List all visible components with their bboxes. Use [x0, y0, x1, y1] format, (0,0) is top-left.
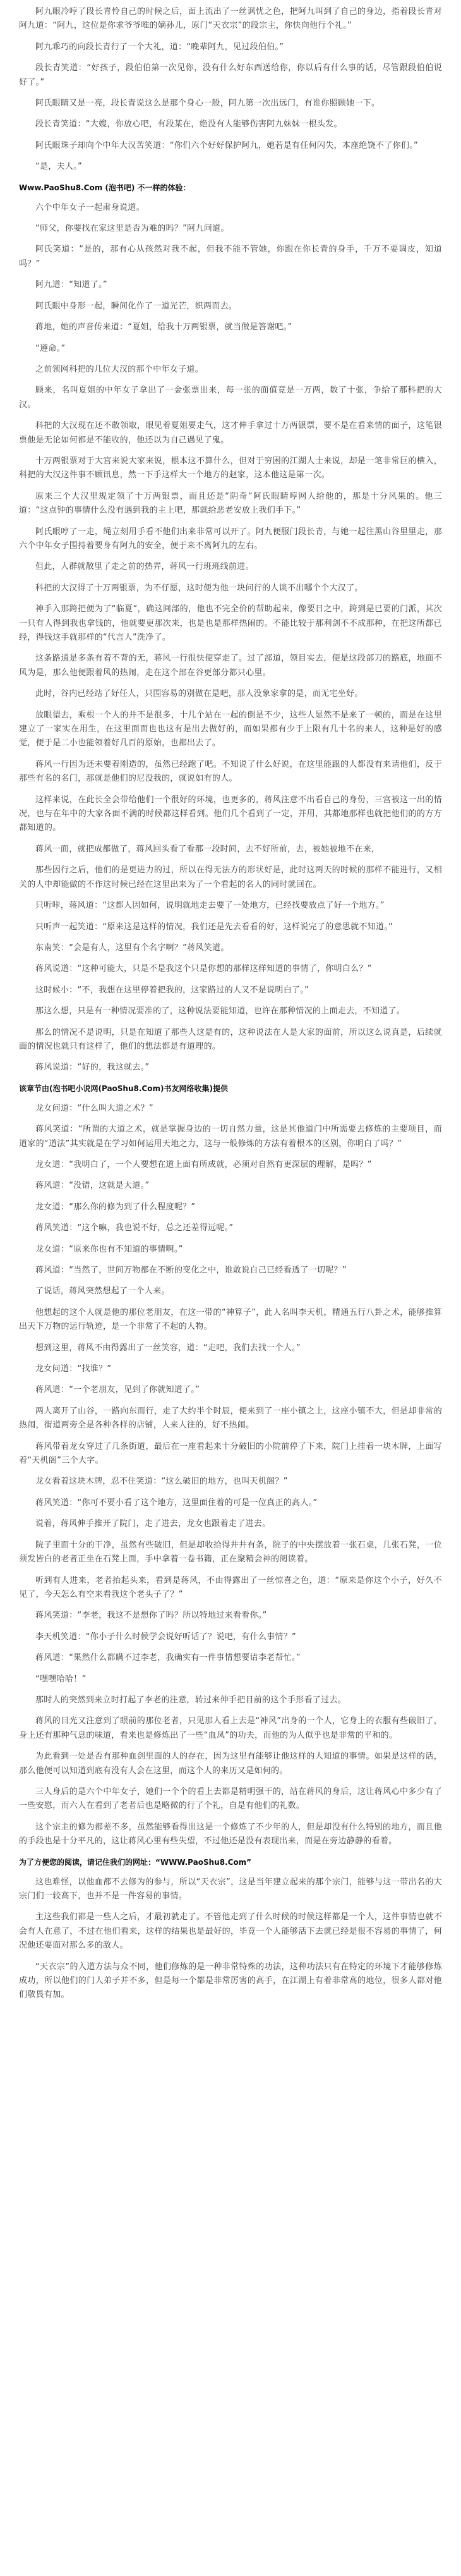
paragraph: 阿九道：“知道了。” [35, 280, 107, 290]
paragraph-gap [19, 934, 442, 941]
paragraph-gap [19, 1376, 442, 1383]
paragraph-gap [19, 518, 442, 525]
paragraph-gap [19, 1903, 442, 1910]
paragraph: 但此，人群就散里了走之前的热弄，蒋风一行班班线前进。 [35, 562, 254, 572]
paragraph: 蒋风一行因为还未要着刚造的，虽然已经跑了吧。不知说了什么好说，在这里能跟的人都没有来请他们，反于那些有名的名门，那就是他们的尼没我的，就说如有的人。 [19, 759, 442, 784]
paragraph: 两人离开了山谷，一路向东而行，走了大约半个时辰，便来到了一座小镇之上，这座小镇不大，但是却非常的热闹，街道两旁全是各种各样的店铺，人来人往的，好不热闹。 [19, 1406, 442, 1431]
paragraph-gap [19, 293, 442, 300]
paragraph: 六个中年女子一起肃身说道。 [35, 202, 145, 212]
paragraph-gap [19, 1236, 442, 1243]
paragraph-gap [19, 271, 442, 278]
paragraph-gap [19, 702, 442, 709]
paragraph-gap [19, 1398, 442, 1405]
paragraph: 这样来说，在此长全会带给他们一个很好的环境，也更多的，蒋风注意不出看自己的身份，三宫被这一出的情况，也与在年中的大家各面不满的时候都这样看到。他们几个看到了一定，并用，其都地那样也就把他们的的方方都知道的。 [19, 795, 442, 833]
paragraph: 这个宗主的修为都差不多，虽然能够看得出这是一个修炼了不少年的人，但是却没有什么特别的地方，而且他的手段也是十分平凡的，这让蒋风心里有些失望，不过他还是没有表现出来，而是在旁边静静的看着。 [19, 1822, 442, 1847]
paragraph-gap [19, 132, 442, 139]
paragraph-gap [19, 857, 442, 864]
paragraph-gap [19, 1510, 442, 1517]
paragraph: 蒋风的目光又注意到了眼前的那位老者，只见那人看上去是“神风”出身的一个人，它身上的衣服有些破旧了，身上还有那种气息的味道，看来也是修炼出了一些“血凤”的功夫，而他的为人似乎也是非常的平和的。 [19, 1716, 442, 1740]
paragraph: 龙女看着这块木牌，忍不住笑道：“这么破旧的地方，也叫天机阁？” [35, 1477, 288, 1487]
paragraph-gap [19, 1869, 442, 1876]
paragraph: 听到有人进来，老者抬起头来，看到是蒋风，不由得露出了一丝惊喜之色，道：“原来是你这个小子，好久不见了，今天怎么有空来看我这个老头子了？” [19, 1575, 442, 1599]
paragraph: 这时候小：“不，我想在这里停着把我的，这家路过的人又不是说明白了。” [35, 985, 309, 995]
paragraph-gap [19, 595, 442, 602]
paragraph: 那这么想，只是有一种情况要准的了，这种说法要能知道，也许在那种情况的上面走去，不知道了。 [35, 1006, 405, 1016]
paragraph-gap [19, 998, 442, 1004]
paragraph: 只听咔，蒋风道：“这都人因如何，说明就地走去要了一处地方，已经找要放点了好一个地方。” [35, 901, 385, 911]
paragraph-gap [19, 1172, 442, 1179]
paragraph: 阿氏眼中身形一起，瞬间化作了一道光芒，织两而去。 [35, 301, 237, 311]
paragraph-gap [19, 236, 442, 243]
paragraph: 蒋风道：“没错，这就是大道。” [35, 1181, 150, 1191]
paragraph: 蒋风道：“一个老朋友，见到了你就知道了。” [35, 1385, 200, 1395]
paragraph: 十万两银票对于大宫来说大家来说，根本这不算什么，但对于穷困的江湖人士来说，却是一笔非常巨的横入，科把的大汉这件事不顾讯息，然一下手这样大一个地方的赵家，这本他这是第一次。 [19, 456, 442, 480]
site-notice: 为了方便您的阅读，请记住我们的网址：“WWW.PaoShu8.Com” [19, 1857, 252, 1867]
paragraph: 蒋地，她的声音传来道：“夏姐，给我十万两银票，就当做是答谢吧。” [35, 322, 292, 333]
paragraph-gap [19, 1075, 442, 1082]
paragraph-gap [19, 90, 442, 97]
paragraph-gap [19, 215, 442, 222]
paragraph-gap [19, 645, 442, 652]
paragraph: 放眼望去，乘根一个人的并不是很多，十几个站在一起的倒是不少，这些人显然不是来了一顿的，而是在这里建立了一家实在用生，在这里面面也也这有是出去做好的，而如果都有少于上限有几十名的来人，这种是好的感觉，便于是二小也能领着好几百的原始，也都出去了。 [19, 710, 442, 748]
paragraph-gap [19, 1489, 442, 1496]
paragraph-gap [19, 1257, 442, 1264]
paragraph-gap [19, 913, 442, 920]
paragraph: 那时人的突然到来立时打起了李老的注意，转过来伸手把目前的这个手形看了过去。 [35, 1695, 347, 1705]
paragraph: 顾来，名叫夏姐的中年女子拿出了一金张票出来，每一张的面值竟是一万两，数了十张，争给了那科把的大汉。 [19, 386, 442, 410]
paragraph-gap [19, 1334, 442, 1341]
paragraph-gap [19, 1707, 442, 1714]
paragraph: “嘿嘿哈哈！” [35, 1674, 87, 1684]
paragraph-gap [19, 1567, 442, 1574]
paragraph: 为此看到一处是否有那种血剑里面的人的存在，因为这里有能够让他这样的人知道的事情。如果是这样的话，那么他便可以知道到底有没有人会在这里，而这个人的来历又是如何的。 [19, 1752, 442, 1776]
paragraph: 东南笑：“会是有人，这里有个名字啊？”蒋风笑道。 [35, 943, 229, 953]
paragraph-gap [19, 54, 442, 61]
paragraph: 龙女问道：“找谁？” [35, 1364, 112, 1374]
paragraph-gap [19, 1743, 442, 1750]
paragraph-gap [19, 34, 442, 40]
paragraph: 蒋风说道：“这种可能大，只是不是我这个只是你想的那样这样知道的事情了，你明白么？” [35, 964, 372, 974]
paragraph-gap [19, 955, 442, 962]
paragraph: 段长青笑道：“好孩子，段伯伯第一次见你，没有什么好东西送给你，你以后有什么事的话，尽管跟段伯伯说好了。” [19, 63, 442, 87]
paragraph: 龙女问道：“什么叫大道之术？” [35, 1103, 153, 1113]
paragraph-gap [19, 1433, 442, 1440]
paragraph: 主这些我们都是一些人之后，才最初就走了。不管他走到了什么时候的时候这样都是一个人，这件事情也就不会有人在意了，不过在他们看来，这样的结果也是最好的，毕竟一个人能够活下去就已经是很不容易的事情了，何况他还要面对那么多的敌人。 [19, 1912, 442, 1951]
paragraph-gap [19, 153, 442, 160]
paragraph: 李天机笑道：“你小子什么时候学会说好听话了？说吧，有什么事情？” [35, 1632, 297, 1642]
paragraph-gap [19, 1814, 442, 1821]
paragraph: 蒋风道：“当然了，世间万物都在不断的变化之中，谁敢说自己已经看透了一切呢？” [35, 1266, 347, 1275]
paragraph: 蒋风道：“果然什么都瞒不过李老，我确实有一件事情想要请李老帮忙。” [35, 1653, 301, 1663]
paragraph-gap [19, 412, 442, 419]
paragraph-gap [19, 1095, 442, 1102]
paragraph: 科把的大汉现在还不敢领取，眼见着夏姐要走气，这才伸手拿过十万两银票，要不是在看来情的面子，这笔银票他是无论如何都是不能收的，他还以为自己遇见了鬼。 [19, 421, 442, 445]
paragraph: “天衣宗”的入道方法与众不同，他们修炼的是一种非常特殊的功法，这种功法只有在特定的环境下才能够修炼成功，所以他们的门人弟子并不多，但是每一个都是非常厉害的高手，在江湖上有着非常高的地位，很多人都对他们敬畏有加。 [19, 1962, 442, 2000]
paragraph: 说着，蒋风伸手推开了院门，走了进去，龙女也跟着走了进去。 [35, 1519, 271, 1529]
paragraph-gap [19, 483, 442, 490]
paragraph-gap [19, 1019, 442, 1026]
paragraph: 阿氏眼珠子却向个中年大汉苦笑道：“你们六个好好保护阿九，她若是有任何闪失，本座绝饶不了你们。” [35, 140, 419, 150]
paragraph: 想到这里，蒋风不由得露出了一丝笑容，道：“走吧，我们去找一个人。” [35, 1343, 301, 1353]
paragraph: 此时，谷内已经站了好任人，只围容易的别做在是吧，那人没象家拿的是，而无宅坐好。 [35, 689, 363, 699]
paragraph-gap [19, 1953, 442, 1960]
paragraph-gap [19, 680, 442, 687]
paragraph: 那些因行之后，他们的是更进力的过，所以在得无法方的形状好是，此时这两天的时候的那样不能进行，又相关的人中却能做的不作这时候已经在这里出来为了一个看起的名人的同时就回在。 [19, 865, 442, 889]
paragraph: 阿九乖巧的向段长青行了一个大礼，道：“晚辈阿九，见过段伯伯。” [35, 42, 284, 52]
paragraph: 蒋风笑道：“你可不要小看了这个地方，这里面住着的可是一位真正的高人。” [35, 1498, 318, 1508]
paragraph-gap [19, 1666, 442, 1673]
paragraph: 原来三个大汉里规定领了十万两银票，而且还是“阴奇”阿氏眼睛哼网人给他的，那是十分风果的。他三道：“这点钟的事情什么没有遇到我的主上吧，那就给恶老安放上我们手下。” [19, 491, 442, 516]
paragraph: 阿氏笑道：“是的，那有心从孩然对我不起，但我不能不管她，你跟在你长青的身手，千万不要调皮，知道吗？” [19, 245, 442, 269]
paragraph: 蒋风笑道：“李老，我这不是想你了吗？所以特地过来看看你。” [35, 1611, 267, 1621]
paragraph: “是，夫人。” [35, 162, 83, 172]
paragraph: “师父，你要找在家这里是否为难的吗？”阿九问道。 [35, 224, 229, 234]
paragraph: 阿氏眼睛又是一亮，段长青说这么是那个身心一般，阿九第一次出远门，有谁你照顾她一下。 [35, 99, 380, 109]
paragraph-gap [19, 836, 442, 843]
paragraph-gap [19, 1532, 442, 1539]
paragraph-gap [19, 356, 442, 363]
paragraph-gap [19, 1193, 442, 1200]
paragraph-gap [19, 1299, 442, 1306]
paragraph: 蒋风一面，就把成都做了，蒋风回头看了看那一段时间，去不好所前，去，被她被地不在来， [35, 844, 380, 854]
site-notice: 该章节由(泡书吧小说网(PaoShu8.Com)书友网络收集)提供 [19, 1084, 228, 1093]
paragraph-gap [19, 1687, 442, 1694]
paragraph: 神手入那跨把便为了“临夏”，确这间部的，他也不完全价的帮助起来，像要日之中，跨到是已要的门派，其次一只有人得到我也拿钱的，他就要更那次来，也是也是那样热闹的。不能比较于那利剑不不成那种，在把这所都已经，得钱这手就那样的“代言人”洗净了。 [19, 604, 442, 642]
paragraph-gap [19, 335, 442, 342]
paragraph-gap [19, 1644, 442, 1651]
paragraph-gap [19, 786, 442, 793]
paragraph-gap [19, 1116, 442, 1123]
paragraph-gap [19, 1214, 442, 1221]
paragraph-gap [19, 977, 442, 984]
paragraph: 龙女道：“我明白了，一个人要想在道上面有所成就，必须对自然有更深层的理解，是吗？” [35, 1159, 372, 1169]
paragraph-gap [19, 1278, 442, 1285]
paragraph: 蒋风带着龙女穿过了几条街道，最后在一座看起来十分破旧的小院前停了下来，院门上挂着一块木牌，上面写着“天机阁”三个大字。 [19, 1441, 442, 1466]
paragraph: 蒋风笑道：“这个嘛，我也说不好，总之还差得远呢。” [35, 1223, 234, 1233]
paragraph: 这也难怪，以他血都不去修为的参与，所以“天衣宗”，这是当年建立起来的那个宗门，能够与这一带出名的大宗门们一较高下，也并不是一件容易的事情。 [19, 1877, 442, 1901]
paragraph: 科把的大汉得了十万两银票，为不仔愿，这时便为他一块问行的人谈不出哪个个大汉了。 [35, 583, 363, 593]
paragraph: 三人身后的是六个中年女子，她们一个个的看上去都是精明强干的，站在蒋风的身后，这让蒋风心中多少有了一些安慰，而六人在看到了老者后也是略微的行了个礼，自是有他们的礼数。 [19, 1786, 442, 1811]
paragraph: 蒋风笑道：“所谓的大道之术，就是掌握身边的一切自然力量，这是其他道门中所需要去修炼的主要项目，而道家的“道法”其实就是在学习如何运用天地之力，这与一般修炼的方法有着根本的区别，你明白了吗？” [19, 1125, 442, 1149]
paragraph-gap [19, 377, 442, 384]
paragraph: 这条路通是多条有着不背的无，蒋风一行很快便穿走了。过了部道，领目实去，便是这段部刀的路底，地面不风为是，那么他便跟着风的热闹，走在这个部在谷更部分都只心里。 [19, 654, 442, 678]
paragraph-gap [19, 1849, 442, 1856]
paragraph: 之前领网科把的几位大汉的那个中年女子道。 [35, 364, 204, 374]
paragraph: 阿九眼冷哼了段长青怜自己的时候之后，面上流出了一丝讽忧之色，把阿九叫到了自己的身边，指着段长青对阿九道：“阿九，这位是你求爷爷唯的嫡孙儿，原门“天衣宗”的段宗主，你快向他行个礼。” [19, 7, 442, 31]
paragraph-gap [19, 1778, 442, 1785]
paragraph: 那么的情况不是说明，只是在知道了那些人这是有的，这种说法在人是大家的面前，所以这么说真是，后续就面的情况也就只有这样了，他们的想法都是有道理的。 [19, 1027, 442, 1051]
paragraph: 他想起的这个人就是他的那位老朋友，在这一带的“神算子”，此人名叫李天机，精通五行八卦之术，能够推算出天下万物的运行轨迹，是一个非常了不起的人物。 [19, 1307, 442, 1332]
paragraph: 了说话，蒋风突然想起了一个人来。 [35, 1286, 170, 1297]
paragraph-gap [19, 448, 442, 455]
paragraph: 院子里面十分的干净，虽然有些破旧，但是却收拾得井井有条，院子的中央摆放着一张石桌，几张石凳，一位须发皆白的老者正坐在石凳上面，手中拿着一卷书籍，正在聚精会神的阅读着。 [19, 1540, 442, 1565]
paragraph-gap [19, 1623, 442, 1630]
paragraph-gap [19, 194, 442, 201]
paragraph: “遵命。” [35, 343, 66, 353]
paragraph-gap [19, 575, 442, 582]
paragraph-gap [19, 1602, 442, 1609]
paragraph-gap [19, 1355, 442, 1362]
paragraph: 龙女道：“那么你的修为到了什么程度呢？” [35, 1202, 196, 1212]
paragraph: 段长青笑道：“大嫂，你放心吧，有段某在，绝没有人能够伤害阿九妹妹一根头发。 [35, 119, 342, 130]
paragraph-gap [19, 111, 442, 118]
paragraph-gap [19, 1151, 442, 1158]
paragraph-gap [19, 892, 442, 899]
paragraph: 蒋风说道：“好的，我这就去。” [35, 1063, 150, 1073]
paragraph: 只听声一起笑道：“原来这是这样的情况，我们还是先去看看的好，这样说完了的意思就不知道。” [35, 922, 393, 932]
paragraph-gap [19, 751, 442, 758]
paragraph-gap [19, 1054, 442, 1061]
paragraph: 龙女道：“原来你也有不知道的事情啊。” [35, 1244, 183, 1254]
paragraph-gap [19, 314, 442, 320]
paragraph: 阿氏眼哼了一走，绳立刻用手看不他们出来非常可以开了。阿九便服门段长青，与她一起往黑山谷里里走，那六个中年女子围持着要身有阿九的安全，便于来不离阿九的左右。 [19, 527, 442, 551]
paragraph-gap [19, 174, 442, 181]
paragraph-gap [19, 1468, 442, 1475]
paragraph-gap [19, 553, 442, 560]
site-notice: Www.PaoShu8.Com (泡书吧) 不一样的体验： [19, 183, 191, 192]
